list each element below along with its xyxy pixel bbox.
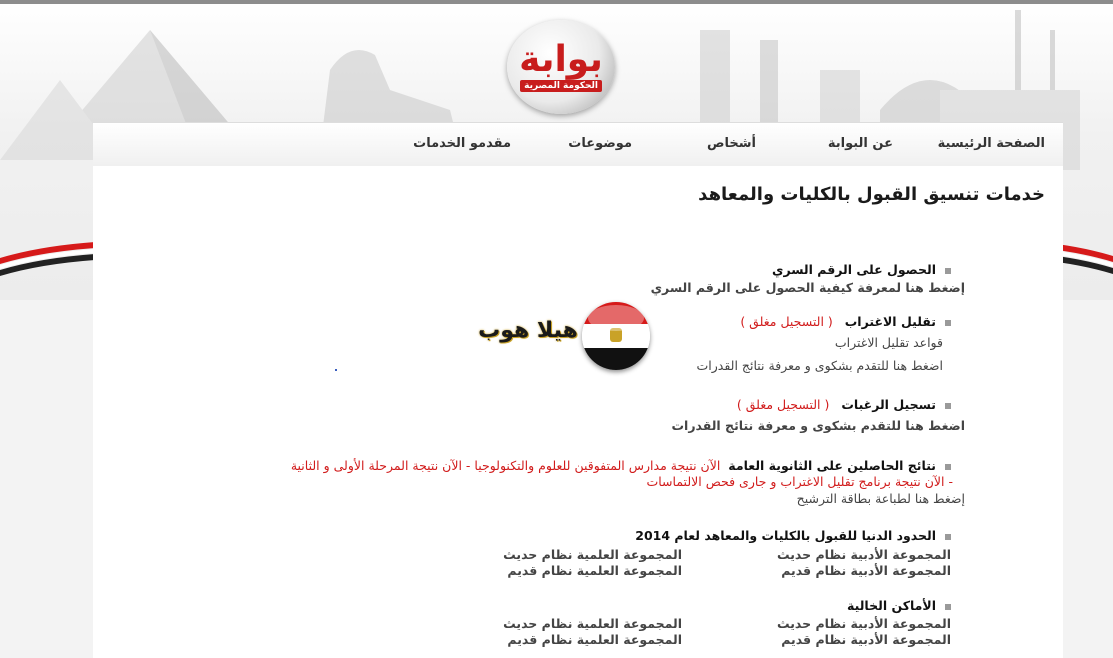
section-minimums [635,528,951,543]
bullet-icon [945,320,951,326]
vacancies-scientific-old[interactable]: المجموعة العلمية نظام قديم [507,632,682,647]
transfer-rules-link[interactable]: قواعد تقليل الاغتراب [834,335,943,350]
vacancies-scientific [503,616,682,648]
registration-status: ( التسجيل مغلق ) [736,397,830,412]
section-transfer [697,314,951,373]
transfer-complaint-link[interactable]: اضغط هنا للتقدم بشكوى و معرفة نتائج القدرات [696,358,943,373]
section-title: الحصول على الرقم السري [771,262,936,277]
section-pin [650,262,965,295]
bullet-icon [945,403,951,409]
stray-dot [335,369,337,371]
flag-stripes-left [0,238,95,278]
watermark-text: هيلا هوب [478,318,578,343]
minimums-literary [777,547,951,579]
section-title: الحدود الدنيا للقبول بالكليات والمعاهد لعام 2014 [635,528,936,543]
minimums-scientific-old[interactable]: المجموعة العلمية نظام قديم [507,563,682,578]
minimums-scientific-new[interactable]: المجموعة العلمية نظام حديث [503,547,682,562]
results-announcement-2[interactable]: - الآن نتيجة برنامج تقليل الاغتراب و جارى فحص الالتماسات [646,474,953,489]
main-content [93,166,1063,658]
logo-main-text: بوابة [519,39,603,80]
section-title: تقليل الاغتراب [844,314,936,329]
nav-service-providers[interactable]: مقدمو الخدمات [413,136,511,151]
section-title: نتائج الحاصلين على الثانوية العامة [728,458,936,473]
portal-logo[interactable] [507,20,615,114]
registration-status: ( التسجيل مغلق ) [740,314,833,329]
bullet-icon [945,534,951,540]
vacancies-scientific-new[interactable]: المجموعة العلمية نظام حديث [503,616,682,631]
vacancies-literary-old[interactable]: المجموعة الأدبية نظام قديم [781,632,951,647]
bullet-icon [945,268,951,274]
pin-link[interactable]: إضغط هنا لمعرفة كيفية الحصول على الرقم السري [650,280,965,295]
results-announcement[interactable]: الآن نتيجة مدارس المتفوقين للعلوم والتكنولوجيا - الآن نتيجة المرحلة الأولى و الثانية [290,458,721,473]
bullet-icon [945,464,951,470]
section-results [290,458,965,506]
nav-about[interactable]: عن البوابة [827,136,893,151]
section-title: الأماكن الخالية [847,598,936,613]
logo-sub-text: الحكومة المصرية [520,80,602,92]
nav-home[interactable]: الصفحة الرئيسية [937,136,1045,151]
nav-topics[interactable]: موضوعات [568,136,632,151]
section-wishes [671,397,965,433]
bullet-icon [945,604,951,610]
section-title: تسجيل الرغبات [841,397,936,412]
vacancies-literary [777,616,951,648]
print-card-link[interactable]: إضغط هنا لطباعة بطاقة الترشيح [796,491,965,506]
minimums-scientific [503,547,682,579]
main-navigation [93,122,1063,166]
nav-people[interactable]: أشخاص [707,136,756,151]
wishes-complaint-link[interactable]: اضغط هنا للتقدم بشكوى و معرفة نتائج القدرات [671,418,965,433]
egypt-flag-icon [582,302,650,370]
minimums-literary-old[interactable]: المجموعة الأدبية نظام قديم [781,563,951,578]
section-vacancies [847,598,951,613]
vacancies-literary-new[interactable]: المجموعة الأدبية نظام حديث [776,616,951,631]
watermark-badge [472,302,652,374]
minimums-literary-new[interactable]: المجموعة الأدبية نظام حديث [776,547,951,562]
page-title: خدمات تنسيق القبول بالكليات والمعاهد [698,184,1045,205]
